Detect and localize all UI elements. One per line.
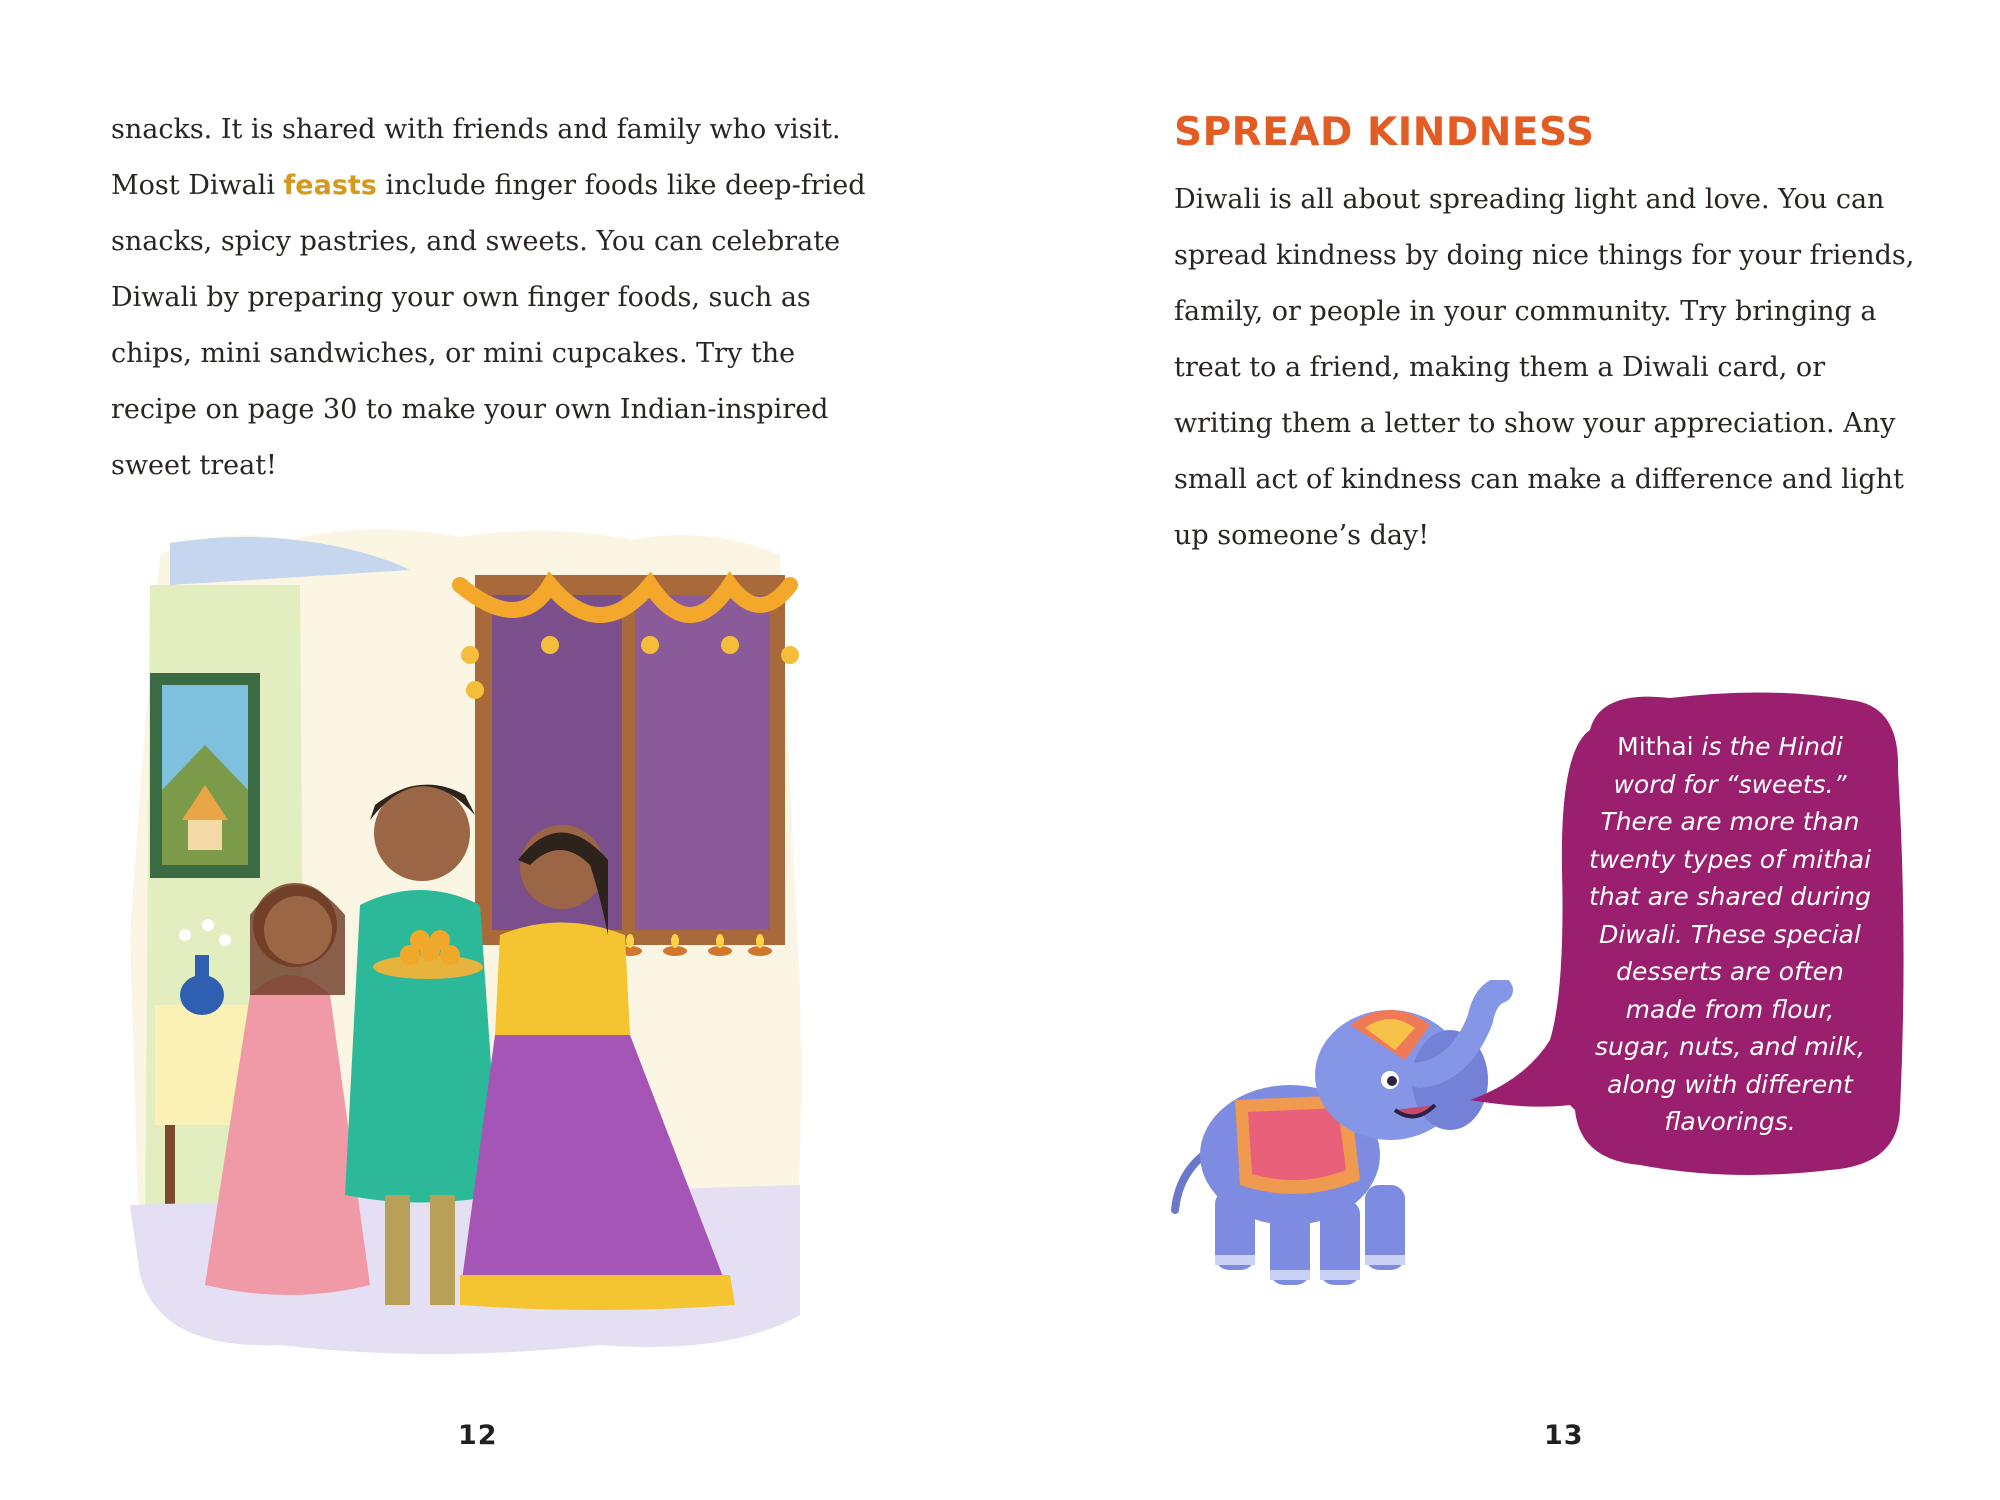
text-run: flavorings. <box>1664 1107 1796 1136</box>
paragraph-line <box>111 214 866 270</box>
callout-line <box>1575 878 1885 916</box>
paragraph-line <box>111 382 866 438</box>
paragraph-line <box>111 102 866 158</box>
callout-line <box>1575 1066 1885 1104</box>
text-run: snacks. It is shared with friends and family who visit. <box>111 114 841 145</box>
paragraph-line: family, or people in your community. Try bringing a <box>1174 296 1877 327</box>
section-heading: SPREAD KINDNESS <box>1174 110 1595 155</box>
text-run: sweet treat! <box>111 450 277 481</box>
paragraph-line <box>111 158 866 214</box>
paragraph-line: Diwali is all about spreading light and love. You can <box>1174 184 1885 215</box>
callout-line <box>1575 916 1885 954</box>
text-run: There are more than <box>1600 807 1860 836</box>
text-run: snacks, spicy pastries, and sweets. You can celebrate <box>111 226 841 257</box>
text-run: that are shared during <box>1589 882 1871 911</box>
text-run: twenty types of mithai <box>1588 844 1872 874</box>
paragraph-line <box>111 438 866 494</box>
callout-term: Mithai <box>1617 732 1694 761</box>
fact-callout <box>1470 690 1910 1180</box>
text-run: along with different <box>1607 1069 1853 1099</box>
callout-line <box>1575 953 1885 991</box>
text-run: Diwali. These special <box>1599 919 1861 949</box>
text-run: is the Hindi <box>1693 732 1843 761</box>
text-run: sugar, nuts, and milk, <box>1595 1032 1865 1061</box>
text-run: recipe on page 30 to make your own Indian-inspired <box>111 394 829 425</box>
elephant-mascot-icon <box>1160 980 1520 1305</box>
right-page <box>1000 0 2000 1500</box>
paragraph-line: up someone’s day! <box>1174 520 1430 551</box>
glossary-term-link[interactable]: feasts <box>283 170 377 201</box>
text-run: chips, mini sandwiches, or mini cupcakes. Try the <box>111 338 796 369</box>
callout-line <box>1575 766 1885 804</box>
text-run: Diwali by preparing your own finger foods, such as <box>111 282 811 313</box>
page-number-right: 13 <box>1544 1420 1584 1451</box>
paragraph-line <box>111 270 866 326</box>
callout-text <box>1575 728 1885 1141</box>
text-run: include finger foods like deep-fried <box>376 170 866 201</box>
text-run: made from flour, <box>1625 994 1835 1024</box>
diwali-illustration <box>130 515 810 1365</box>
text-run: Most Diwali <box>111 170 284 201</box>
callout-line <box>1575 803 1885 841</box>
paragraph-line: treat to a friend, making them a Diwali card, or <box>1174 352 1826 383</box>
callout-line <box>1575 1028 1885 1066</box>
callout-line <box>1575 991 1885 1029</box>
text-run: word for “sweets.” <box>1613 769 1847 799</box>
right-paragraph <box>1174 172 1914 564</box>
callout-line <box>1575 1103 1885 1141</box>
paragraph-line: spread kindness by doing nice things for your friends, <box>1174 240 1915 271</box>
callout-line <box>1575 841 1885 879</box>
paragraph-line: writing them a letter to show your appreciation. Any <box>1174 408 1896 439</box>
left-paragraph <box>111 102 866 494</box>
callout-line <box>1575 728 1885 766</box>
paragraph-line <box>111 326 866 382</box>
paragraph-line: small act of kindness can make a difference and light <box>1174 464 1904 495</box>
text-run: desserts are often <box>1616 957 1844 986</box>
page-number-left: 12 <box>458 1420 498 1451</box>
